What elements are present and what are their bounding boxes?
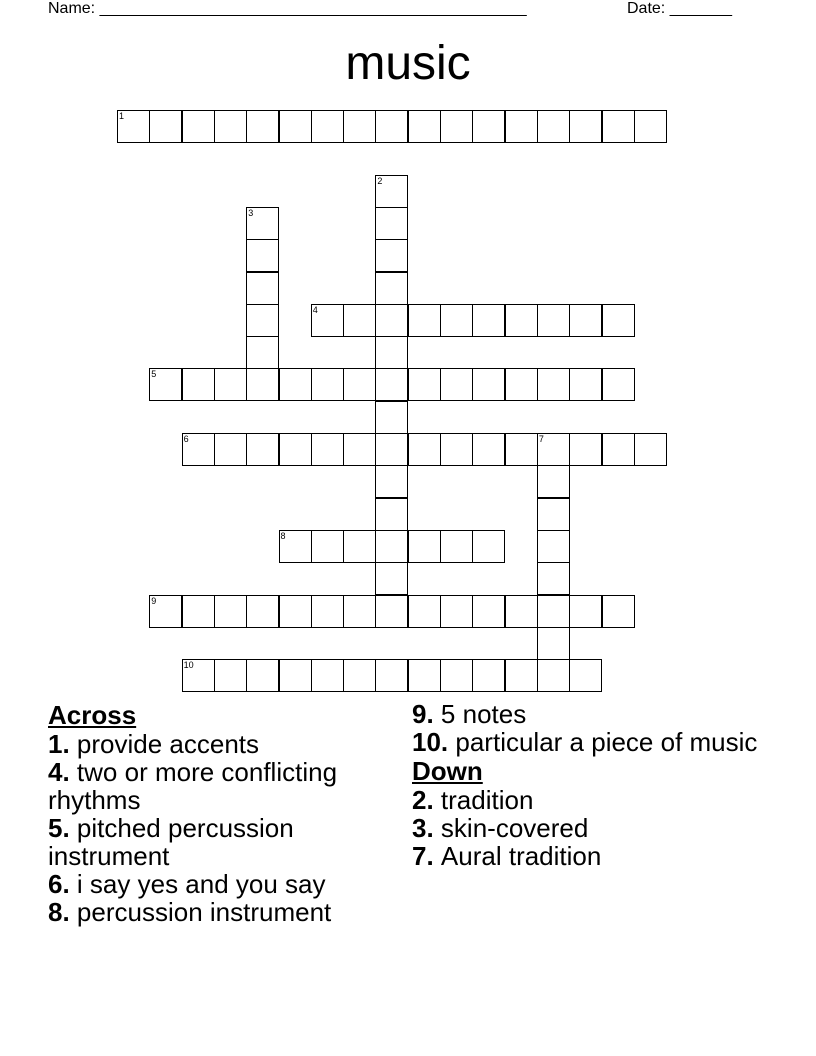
name-field[interactable]: Name: ________________________________________________ [48, 0, 527, 17]
grid-cell[interactable] [375, 368, 408, 401]
clue-across-1: 1. provide accents [48, 729, 260, 759]
grid-cell[interactable] [569, 433, 602, 466]
grid-cell[interactable] [375, 595, 408, 628]
grid-cell[interactable] [279, 530, 312, 563]
grid-cell[interactable] [246, 595, 279, 628]
grid-cell[interactable] [343, 595, 376, 628]
grid-cell[interactable] [214, 110, 247, 143]
grid-cell[interactable] [375, 110, 408, 143]
grid-cell[interactable] [602, 433, 635, 466]
grid-cell[interactable] [246, 272, 279, 305]
grid-cell[interactable] [602, 595, 635, 628]
grid-cell[interactable] [343, 304, 376, 337]
grid-cell[interactable] [246, 110, 279, 143]
grid-cell[interactable] [472, 433, 505, 466]
grid-cell[interactable] [311, 110, 344, 143]
grid-cell[interactable] [440, 530, 473, 563]
across-heading: Across [48, 700, 137, 730]
grid-cell[interactable] [375, 465, 408, 498]
grid-cell[interactable] [408, 368, 441, 401]
grid-cell[interactable] [537, 368, 570, 401]
grid-cell[interactable] [343, 530, 376, 563]
clue-across-9: 9. 5 notes [412, 699, 527, 729]
grid-cell[interactable] [602, 110, 635, 143]
grid-cell[interactable] [182, 110, 215, 143]
grid-cell[interactable] [537, 433, 570, 466]
grid-cell[interactable] [117, 110, 150, 143]
grid-cell[interactable] [505, 659, 538, 692]
grid-cell[interactable] [440, 304, 473, 337]
grid-cell[interactable] [279, 110, 312, 143]
clue-number: 3 [248, 207, 254, 218]
grid-cell[interactable] [537, 498, 570, 531]
clue-across-10: 10. particular a piece of music [412, 727, 758, 757]
grid-cell[interactable] [602, 368, 635, 401]
grid-cell[interactable] [214, 368, 247, 401]
grid-cell[interactable] [569, 595, 602, 628]
grid-cell[interactable] [311, 595, 344, 628]
grid-cell[interactable] [537, 110, 570, 143]
grid-cell[interactable] [343, 368, 376, 401]
grid-cell[interactable] [472, 110, 505, 143]
grid-cell[interactable] [149, 110, 182, 143]
grid-cell[interactable] [537, 659, 570, 692]
grid-cell[interactable] [343, 659, 376, 692]
grid-cell[interactable] [311, 304, 344, 337]
grid-cell[interactable] [537, 627, 570, 660]
clue-number: 1 [119, 111, 125, 121]
grid-cell[interactable] [505, 110, 538, 143]
grid-cell[interactable] [569, 110, 602, 143]
down-heading: Down [412, 756, 483, 786]
clue-number: 8 [280, 530, 286, 541]
grid-cell[interactable] [440, 659, 473, 692]
grid-cell[interactable] [246, 433, 279, 466]
grid-cell[interactable] [375, 336, 408, 369]
grid-cell[interactable] [634, 433, 667, 466]
grid-cell[interactable] [472, 368, 505, 401]
grid-cell[interactable] [311, 368, 344, 401]
grid-cell[interactable] [408, 595, 441, 628]
grid-cell[interactable] [246, 304, 279, 337]
grid-cell[interactable] [343, 433, 376, 466]
grid-cell[interactable] [375, 175, 408, 208]
clue-down-2: 2. tradition [412, 785, 534, 815]
grid-cell[interactable] [375, 530, 408, 563]
grid-cell[interactable] [472, 304, 505, 337]
grid-cell[interactable] [149, 595, 182, 628]
grid-cell[interactable] [440, 433, 473, 466]
clue-number: 10 [183, 660, 194, 671]
clue-number: 2 [377, 175, 383, 186]
grid-cell[interactable] [472, 530, 505, 563]
clue-number: 9 [151, 595, 157, 606]
puzzle-title: music [345, 37, 471, 90]
grid-cell[interactable] [505, 368, 538, 401]
clue-number: 7 [538, 434, 544, 444]
grid-cell[interactable] [375, 433, 408, 466]
grid-cell[interactable] [279, 595, 312, 628]
clue-down-3: 3. skin-covered [412, 813, 589, 843]
grid-cell[interactable] [246, 659, 279, 692]
grid-cell[interactable] [375, 304, 408, 337]
clue-across-8: 8. percussion instrument [48, 897, 332, 927]
grid-cell[interactable] [440, 368, 473, 401]
grid-cell[interactable] [375, 272, 408, 305]
clue-across-5: 5. pitched percussion instrument [48, 813, 294, 871]
grid-cell[interactable] [149, 368, 182, 401]
grid-cell[interactable] [537, 304, 570, 337]
grid-cell[interactable] [246, 239, 279, 272]
grid-cell[interactable] [537, 530, 570, 563]
grid-cell[interactable] [569, 659, 602, 692]
worksheet-header [0, 0, 816, 20]
grid-cell[interactable] [440, 595, 473, 628]
grid-cell[interactable] [343, 110, 376, 143]
grid-cell[interactable] [505, 595, 538, 628]
grid-cell[interactable] [408, 304, 441, 337]
grid-cell[interactable] [311, 659, 344, 692]
grid-cell[interactable] [569, 368, 602, 401]
grid-cell[interactable] [311, 530, 344, 563]
grid-cell[interactable] [537, 595, 570, 628]
grid-cell[interactable] [569, 304, 602, 337]
grid-cell[interactable] [408, 110, 441, 143]
grid-cell[interactable] [279, 368, 312, 401]
grid-cell[interactable] [246, 336, 279, 369]
clue-number: 6 [183, 434, 189, 444]
grid-cell[interactable] [537, 562, 570, 595]
grid-cell[interactable] [311, 433, 344, 466]
clue-across-6: 6. i say yes and you say [48, 869, 326, 899]
date-field[interactable]: Date: _______ [627, 0, 732, 17]
grid-cell[interactable] [214, 433, 247, 466]
grid-cell[interactable] [408, 659, 441, 692]
grid-cell[interactable] [375, 401, 408, 434]
grid-cell[interactable] [182, 659, 215, 692]
grid-cell[interactable] [182, 595, 215, 628]
grid-cell[interactable] [375, 207, 408, 240]
grid-cell[interactable] [537, 465, 570, 498]
grid-cell[interactable] [505, 304, 538, 337]
grid-cell[interactable] [440, 110, 473, 143]
grid-cell[interactable] [279, 659, 312, 692]
grid-cell[interactable] [214, 659, 247, 692]
grid-cell[interactable] [472, 595, 505, 628]
clue-across-4: 4. two or more conflicting rhythms [48, 757, 338, 815]
grid-cell[interactable] [505, 433, 538, 466]
clues-right-column [412, 700, 772, 870]
grid-cell[interactable] [408, 530, 441, 563]
grid-cell[interactable] [375, 562, 408, 595]
grid-cell[interactable] [375, 239, 408, 272]
grid-cell[interactable] [634, 110, 667, 143]
grid-cell[interactable] [246, 368, 279, 401]
grid-cell[interactable] [472, 659, 505, 692]
grid-cell[interactable] [246, 207, 279, 240]
grid-cell[interactable] [182, 433, 215, 466]
grid-cell[interactable] [375, 659, 408, 692]
grid-cell[interactable] [602, 304, 635, 337]
grid-cell[interactable] [214, 595, 247, 628]
grid-cell[interactable] [279, 433, 312, 466]
grid-cell[interactable] [182, 368, 215, 401]
clue-down-7: 7. Aural tradition [412, 841, 602, 871]
grid-cell[interactable] [375, 498, 408, 531]
clue-number: 4 [312, 304, 318, 315]
grid-cell[interactable] [408, 433, 441, 466]
clues-left-column [48, 700, 388, 926]
clue-number: 5 [151, 369, 157, 380]
